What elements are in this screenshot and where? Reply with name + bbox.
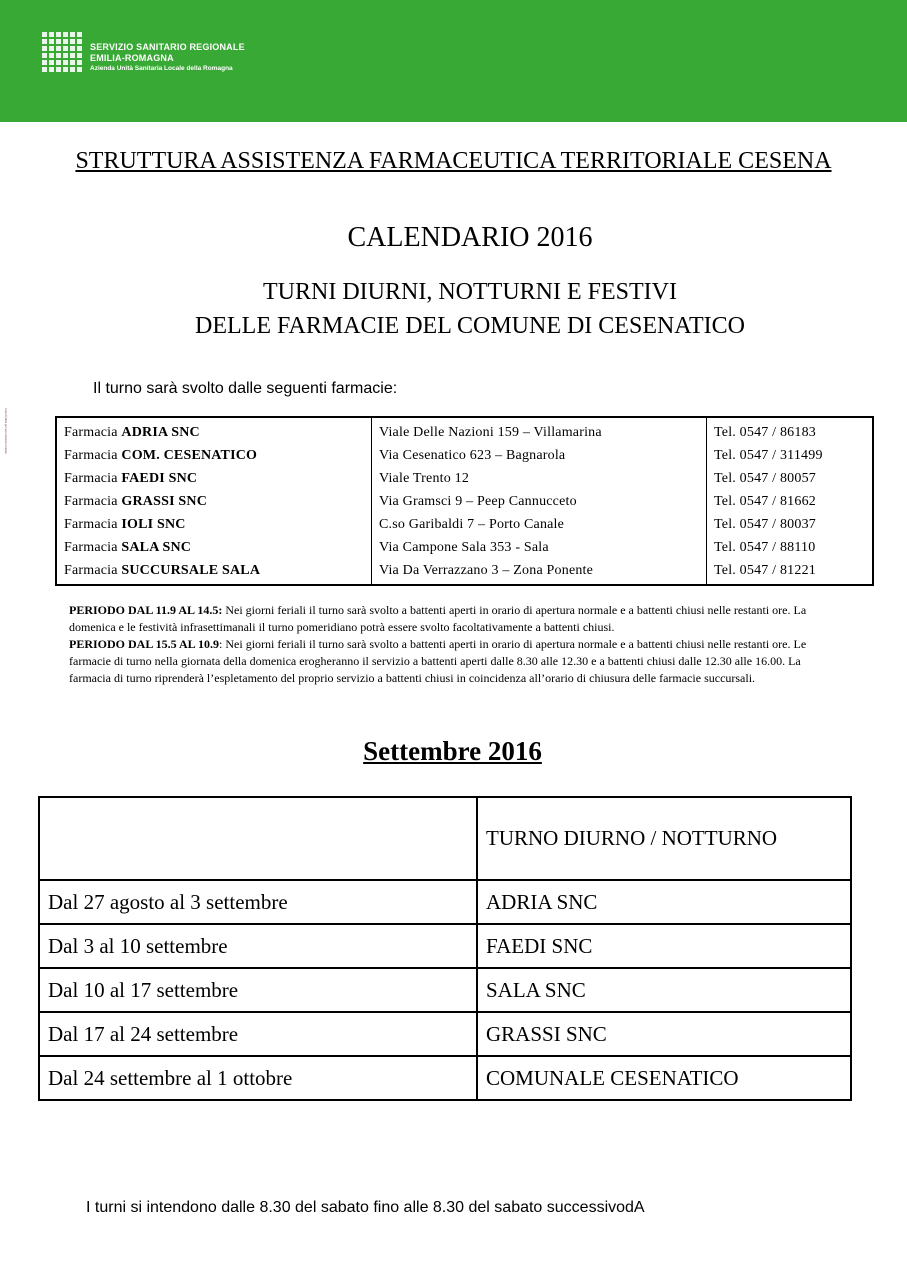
pharmacy-phone: Tel. 0547 / 80037 [714, 517, 816, 532]
schedule-pharmacy: FAEDI SNC [477, 924, 851, 968]
footer-note: I turni si intendono dalle 8.30 del sabato fino alle 8.30 del sabato successivodA [86, 1199, 645, 1216]
calendar-title: CALENDARIO 2016 [347, 222, 593, 253]
table-row [56, 490, 873, 513]
logo-text [90, 42, 245, 73]
schedule-header-left [39, 797, 477, 880]
pharmacy-name-cell: Farmacia ADRIA SNC [56, 417, 372, 444]
pharmacy-phone: Tel. 0547 / 80057 [714, 471, 816, 486]
side-note: Carta fornita per uso esclusivo interno [4, 408, 8, 454]
period-2-text: : Nei giorni feriali il turno sarà svolto a battenti aperti in orario di apertura normale e a battenti chiusi nelle restanti ore. Le farmacie di turno nella giornata della domenica erogheranno il servizio a battenti aperti dalle 8.30 alle 12.30 e a battenti chiusi dalle 12.30 alle 16.00. La farmacia di turno riprenderà l’espletamento del proprio servizio a battenti chiusi in coincidenza all’orario di chiusura delle farmacie succursali. [69, 637, 807, 685]
period-rules [69, 602, 829, 687]
pharmacy-phone: Tel. 0547 / 88110 [714, 540, 816, 555]
intro-text: Il turno sarà svolto dalle seguenti farmacie: [93, 380, 398, 397]
pharmacy-address: Via Gramsci 9 – Peep Cannucceto [372, 490, 707, 513]
header-band [0, 0, 907, 122]
table-row [56, 559, 873, 585]
table-row [56, 536, 873, 559]
logo-line-2: EMILIA-ROMAGNA [90, 53, 174, 63]
logo-line-3: Azienda Unità Sanitaria Locale della Romagna [90, 65, 233, 72]
regional-logo-icon [42, 32, 84, 74]
table-row [56, 467, 873, 490]
pharmacy-name-cell: Farmacia IOLI SNC [56, 513, 372, 536]
schedule-period: Dal 10 al 17 settembre [39, 968, 477, 1012]
structure-title: STRUTTURA ASSISTENZA FARMACEUTICA TERRITORIALE CESENA [75, 148, 832, 174]
pharmacy-address: Via Da Verrazzano 3 – Zona Ponente [372, 559, 707, 585]
logo-line-1: SERVIZIO SANITARIO REGIONALE [90, 42, 245, 52]
schedule-header-row [39, 797, 851, 880]
schedule-pharmacy: SALA SNC [477, 968, 851, 1012]
pharmacy-name: IOLI SNC [121, 517, 186, 532]
pharmacy-address: Viale Trento 12 [372, 467, 707, 490]
table-row [39, 1056, 851, 1100]
period-2-label: PERIODO DAL 15.5 AL 10.9 [69, 637, 220, 651]
schedule-pharmacy: ADRIA SNC [477, 880, 851, 924]
schedule-table [38, 796, 852, 1101]
schedule-header-right: TURNO DIURNO / NOTTURNO [477, 797, 851, 880]
table-row [56, 417, 873, 444]
pharmacy-name-cell: Farmacia SALA SNC [56, 536, 372, 559]
pharmacy-phone: Tel. 0547 / 86183 [714, 425, 816, 440]
table-row [56, 444, 873, 467]
pharmacy-address: Viale Delle Nazioni 159 – Villamarina [372, 417, 707, 444]
pharmacy-name: GRASSI SNC [121, 494, 208, 509]
pharmacy-address: Via Cesenatico 623 – Bagnarola [372, 444, 707, 467]
pharmacy-table [55, 416, 874, 586]
schedule-period: Dal 24 settembre al 1 ottobre [39, 1056, 477, 1100]
schedule-period: Dal 3 al 10 settembre [39, 924, 477, 968]
table-row [39, 880, 851, 924]
pharmacy-name: ADRIA SNC [121, 425, 200, 440]
table-row [39, 1012, 851, 1056]
pharmacy-address: C.so Garibaldi 7 – Porto Canale [372, 513, 707, 536]
month-title: Settembre 2016 [363, 736, 542, 766]
table-row [56, 513, 873, 536]
pharmacy-name-cell: Farmacia SUCCURSALE SALA [56, 559, 372, 585]
schedule-period: Dal 17 al 24 settembre [39, 1012, 477, 1056]
schedule-pharmacy: GRASSI SNC [477, 1012, 851, 1056]
pharmacy-phone: Tel. 0547 / 311499 [714, 448, 823, 463]
schedule-period: Dal 27 agosto al 3 settembre [39, 880, 477, 924]
period-1-text: Nei giorni feriali il turno sarà svolto a battenti aperti in orario di apertura normale e a battenti chiusi nelle restanti ore. La domenica e le festività infrasettimanali il turno pomeridiano potrà essere svolto facoltativamente a battenti chiusi. [69, 603, 807, 634]
subtitle-line-1: TURNI DIURNI, NOTTURNI E FESTIVI [263, 279, 677, 305]
pharmacy-name: SALA SNC [121, 540, 192, 555]
pharmacy-phone: Tel. 0547 / 81221 [714, 563, 816, 578]
pharmacy-name-cell: Farmacia GRASSI SNC [56, 490, 372, 513]
pharmacy-name-cell: Farmacia FAEDI SNC [56, 467, 372, 490]
table-row [39, 924, 851, 968]
pharmacy-address: Via Campone Sala 353 - Sala [372, 536, 707, 559]
pharmacy-phone: Tel. 0547 / 81662 [714, 494, 816, 509]
schedule-pharmacy: COMUNALE CESENATICO [477, 1056, 851, 1100]
table-row [39, 968, 851, 1012]
subtitle-line-2: DELLE FARMACIE DEL COMUNE DI CESENATICO [195, 313, 745, 339]
pharmacy-name: SUCCURSALE SALA [121, 563, 261, 578]
pharmacy-name-cell: Farmacia COM. CESENATICO [56, 444, 372, 467]
pharmacy-name: COM. CESENATICO [121, 448, 258, 463]
period-1-label: PERIODO DAL 11.9 AL 14.5: [69, 603, 223, 617]
pharmacy-name: FAEDI SNC [121, 471, 198, 486]
subtitle [0, 275, 907, 343]
